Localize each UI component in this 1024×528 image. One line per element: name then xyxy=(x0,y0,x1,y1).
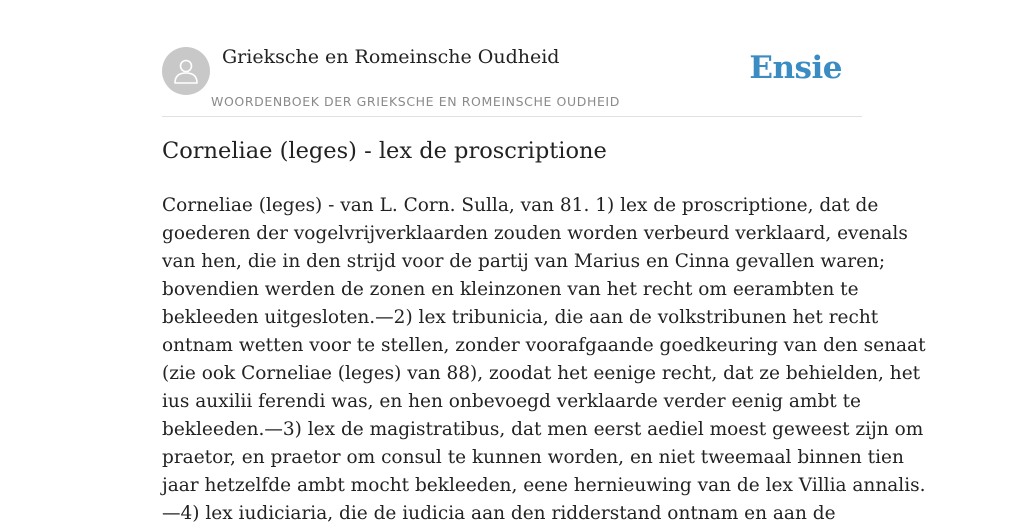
entry-text-line: bekleeden.—3) lex de magistratibus, dat men eerst aediel moest geweest zijn om xyxy=(162,419,924,440)
entry-text-line: —4) lex iudiciaria, die de iudicia aan den ridderstand ontnam en aan de xyxy=(162,503,836,524)
user-icon[interactable] xyxy=(162,47,210,95)
entry-body xyxy=(162,192,926,528)
entry-text-line: Corneliae (leges) - van L. Corn. Sulla, van 81. 1) lex de proscriptione, dat de xyxy=(162,195,879,216)
entry-text-line: (zie ook Corneliae (leges) van 88), zoodat het eenige recht, dat ze behielden, het xyxy=(162,363,921,384)
site-subtitle: WOORDENBOEK DER GRIEKSCHE EN ROMEINSCHE OUDHEID xyxy=(211,94,620,109)
entry-text-line: goederen der vogelvrijverklaarden zouden worden verbeurd verklaard, evenals xyxy=(162,223,908,244)
user-icon-glyph xyxy=(171,56,201,86)
ensie-logo[interactable]: Ensie xyxy=(749,50,842,86)
entry-text-line: bovendien werden de zonen en kleinzonen van het recht om eerambten te xyxy=(162,279,859,300)
entry-title: Corneliae (leges) - lex de proscriptione xyxy=(162,138,607,164)
entry-text-line: bekleeden uitgesloten.—2) lex tribunicia, die aan de volkstribunen het recht xyxy=(162,307,879,328)
site-header xyxy=(162,44,862,117)
entry-text-line: jaar hetzelfde ambt mocht bekleeden, eene hernieuwing van de lex Villia annalis. xyxy=(162,475,926,496)
entry-text-line: van hen, die in den strijd voor de partij van Marius en Cinna gevallen waren; xyxy=(162,251,886,272)
entry-text-line: praetor, en praetor om consul te kunnen worden, en niet tweemaal binnen tien xyxy=(162,447,904,468)
entry-text-line: ontnam wetten voor te stellen, zonder voorafgaande goedkeuring van den senaat xyxy=(162,335,926,356)
entry-text-line: ius auxilii ferendi was, en hen onbevoegd verklaarde verder eenig ambt te xyxy=(162,391,862,412)
site-title[interactable]: Grieksche en Romeinsche Oudheid xyxy=(222,46,560,68)
